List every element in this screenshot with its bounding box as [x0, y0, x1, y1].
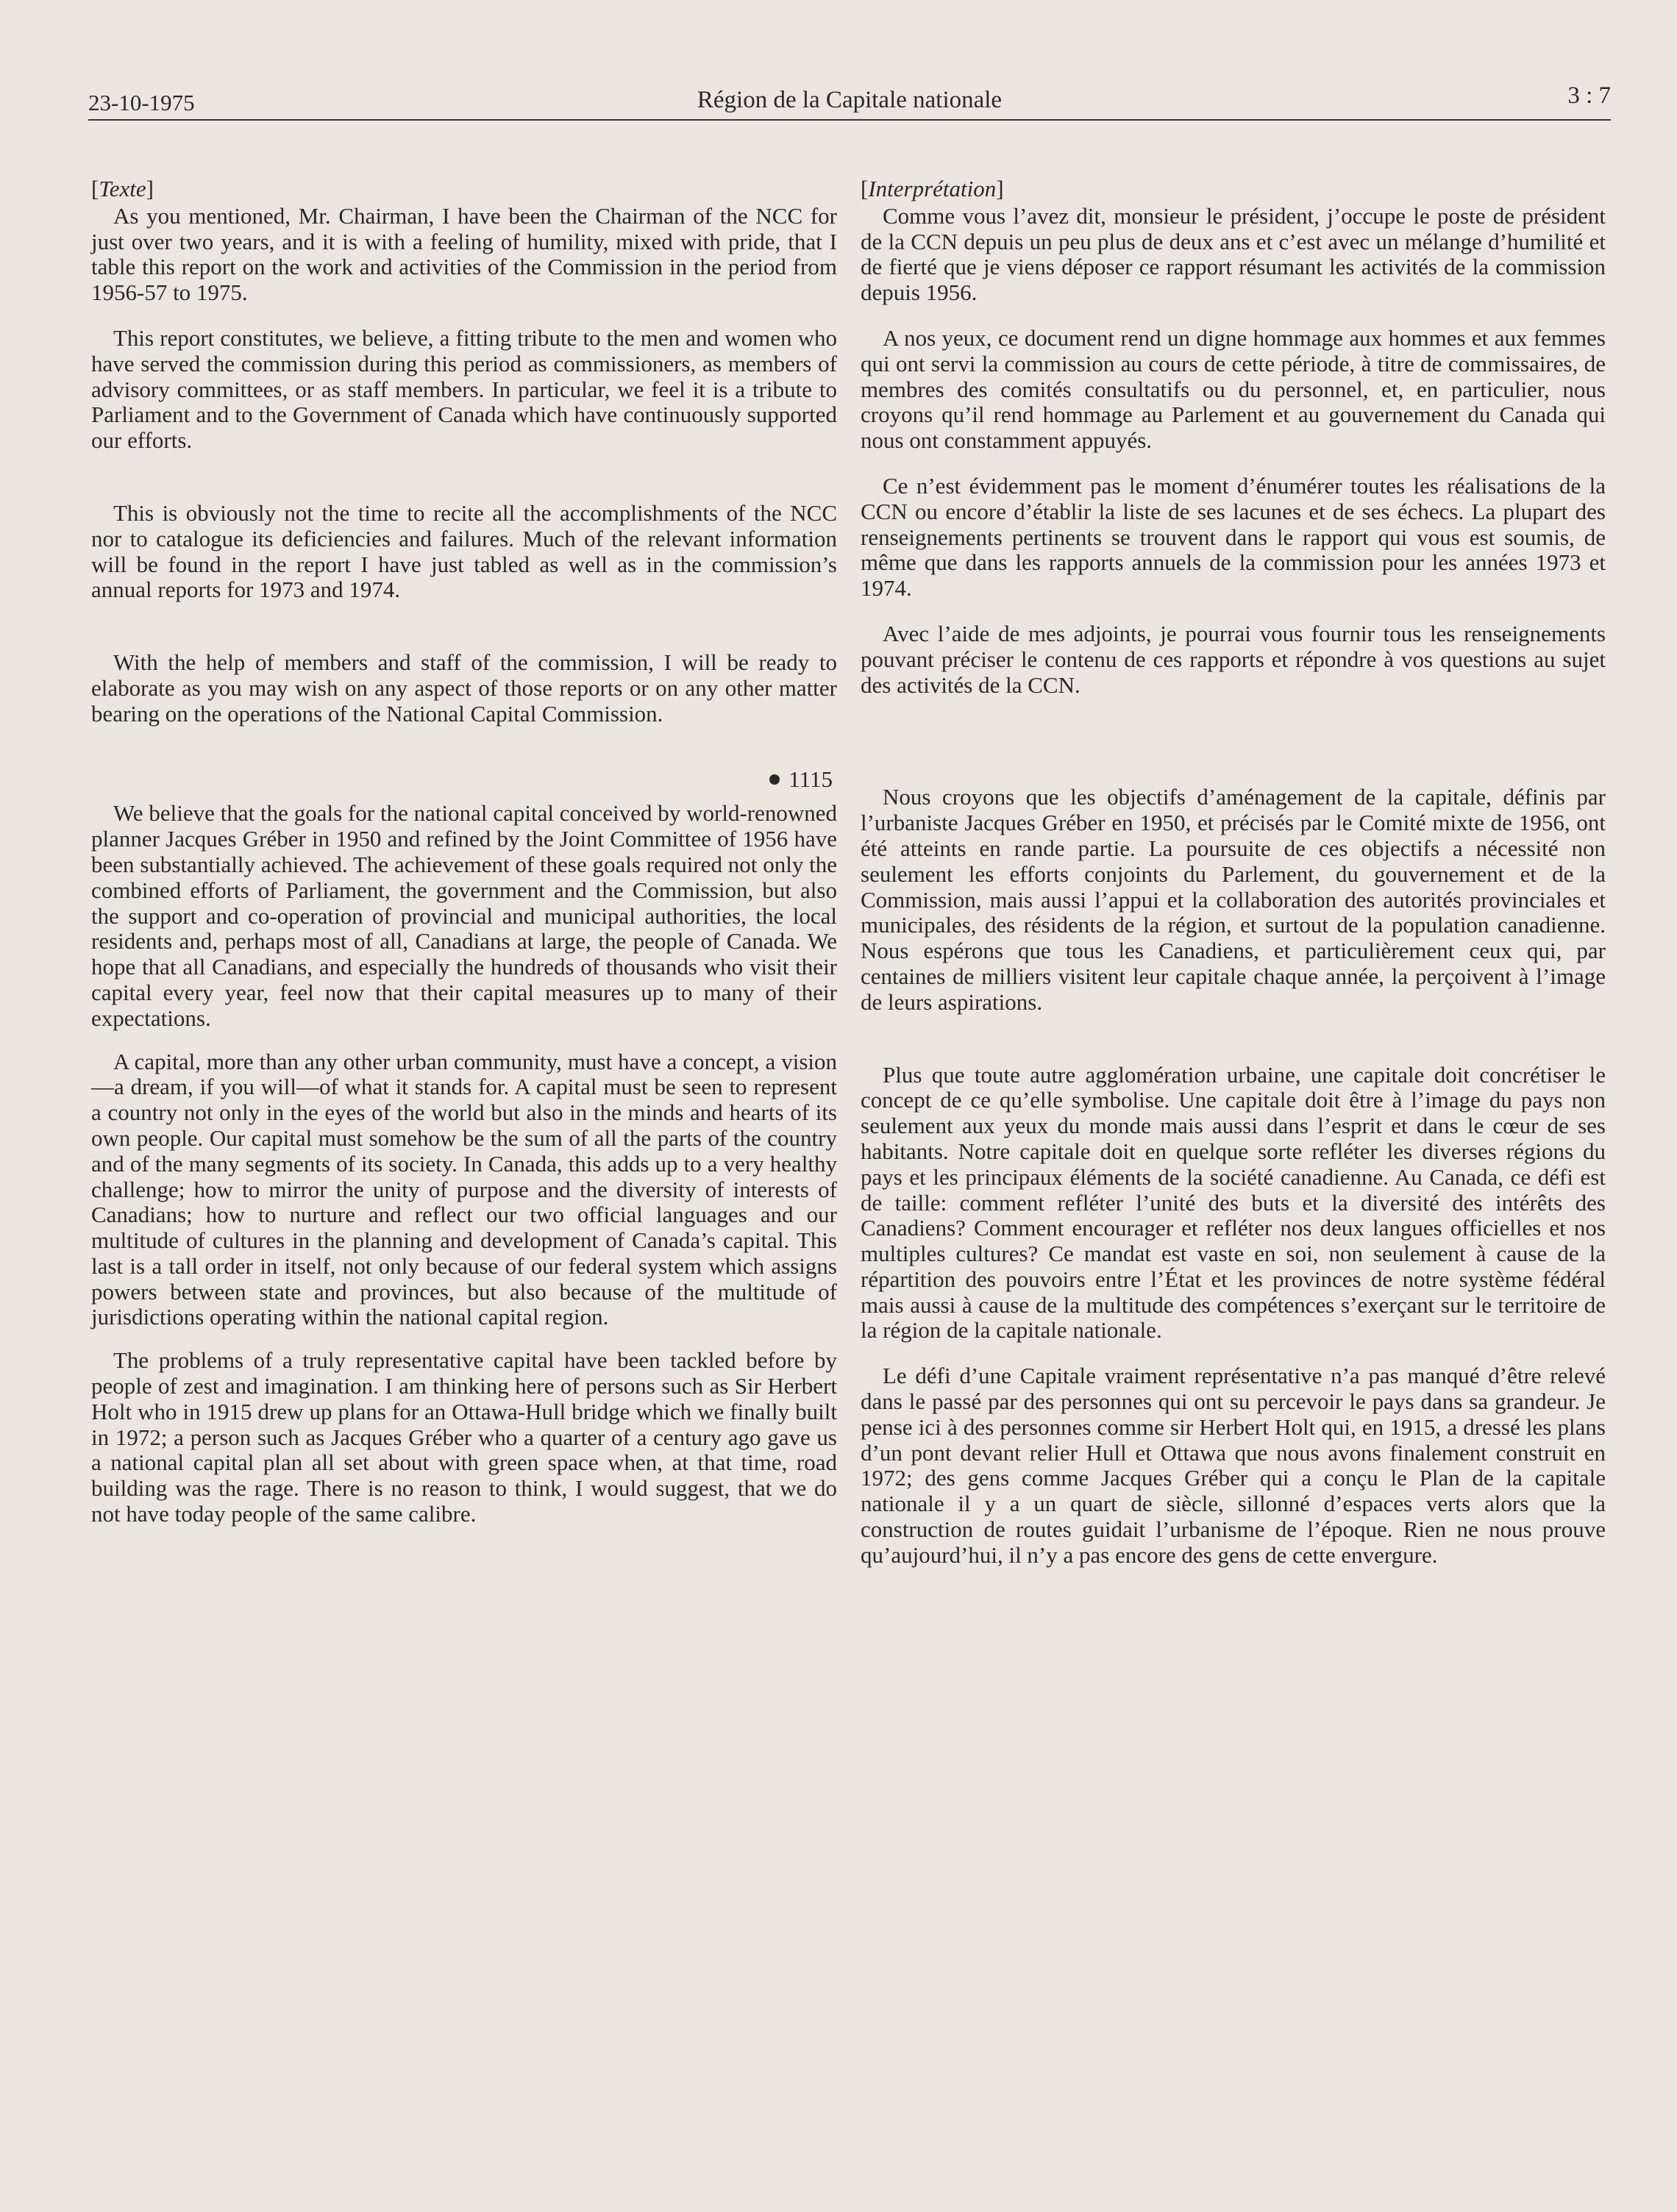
english-column: [91, 176, 837, 1527]
header-title: Région de la Capitale nationale: [697, 87, 1003, 113]
section-label-interpretation: [Interprétation]: [861, 176, 1004, 201]
header-date: 23-10-1975: [88, 90, 195, 115]
header-rule: [88, 119, 1611, 121]
bullet-dot: [769, 774, 780, 785]
paragraph-fr-3: Ce n’est évidemment pas le moment d’énumérer toutes les réalisations de la CCN ou encore d’établir la liste de ses lacunes et de ses échecs. La plupart des renseignements pertinents se trouvent dans le rapport qui vous est soumis, de même que dans les rapports annuels de la commission pour les années 1973 et 1974.: [861, 472, 1606, 602]
paragraph-fr-1: Comme vous l’avez dit, monsieur le président, j’occupe le poste de président de la CCN depuis un peu plus de deux ans et c’est avec un mélange d’humilité et de fierté que je viens déposer ce rapport résumant les activités de la commission depuis 1956.: [861, 202, 1606, 306]
paragraph-fr-7: Le défi d’une Capitale vraiment représentative n’a pas manqué d’être relevé dans le passé par des personnes qui ont su percevoir le pays dans sa grandeur. Je pense ici à des personnes comme sir Herbert Holt qui, en 1915, a dressé les plans d’un pont devant relier Hull et Ottawa que nous avons finalement construit en 1972; des gens comme Jacques Gréber qui a conçu le Plan de la capitale nationale il y a un quart de siècle, sillonné d’espaces verts alors que la construction de routes guidait l’urbanisme de l’époque. Rien ne nous prouve qu’aujourd’hui, il n’y a pas encore des gens de cette envergure.: [861, 1363, 1606, 1568]
page-number: 3 : 7: [1567, 82, 1611, 109]
section-label-texte: [Texte]: [91, 176, 154, 201]
paragraph-en-4: With the help of members and staff of the commission, I will be ready to elaborate as you may wish on any aspect of those reports or on any other matter bearing on the operations of the National Capital Commission.: [91, 649, 837, 727]
paragraph-fr-4: Avec l’aide de mes adjoints, je pourrai vous fournir tous les renseignements pouvant préciser le contenu de ces rapports et répondre à vos questions au sujet des activités de la CCN.: [861, 620, 1606, 698]
french-column: [861, 176, 1606, 1569]
paragraph-fr-2: A nos yeux, ce document rend un digne hommage aux hommes et aux femmes qui ont servi la commission au cours de cette période, à titre de commissaires, de membres des comités consultatifs ou du personnel, et, en particulier, nous croyons qu’il rend hommage au Parlement et au gouvernement du Canada qui nous ont constamment appuyés.: [861, 324, 1606, 454]
paragraph-en-3: This is obviously not the time to recite all the accomplishments of the NCC nor to catalogue its deficiencies and failures. Much of the relevant information will be found in the report I have just tabled as well as in the commission’s annual reports for 1973 and 1974.: [91, 499, 837, 603]
page-header: [88, 79, 1611, 124]
paragraph-en-6: A capital, more than any other urban community, must have a concept, a vision—a dream, if you will—of what it stands for. A capital must be seen to represent a country not only in the eyes of the world but also in the minds and hearts of its own people. Our capital must somehow be the sum of all the parts of the country and of the many segments of its society. In Canada, this adds up to a very healthy challenge; how to mirror the unity of purpose and the diversity of interests of Canadians; how to nurture and reflect our two official languages and our multitude of cultures in the planning and development of Canada’s capital. This last is a tall order in itself, not only because of our federal system which assigns powers between state and provinces, but also because of the multitude of jurisdictions operating within the national capital region.: [91, 1048, 837, 1330]
paragraph-en-5: We believe that the goals for the national capital conceived by world-renowned planner Jacques Gréber in 1950 and refined by the Joint Committee of 1956 have been substantially achieved. The achievement of these goals required not only the combined efforts of Parliament, the government and the Commission, but also the support and co-operation of provincial and municipal authorities, the local residents and, perhaps most of all, Canadians at large, the people of Canada. We hope that all Canadians, and especially the hundreds of thousands who visit their capital every year, feel now that their capital measures up to many of their expectations.: [91, 800, 837, 1031]
time-marker: 1115: [91, 767, 837, 793]
paragraph-en-7: The problems of a truly representative capital have been tackled before by people of zest and imagination. I am thinking here of persons such as Sir Herbert Holt who in 1915 drew up plans for an Ottawa-Hull bridge which we finally built in 1972; a person such as Jacques Gréber who a quarter of a century ago gave us a national capital plan all set about with green space when, at that time, road building was the rage. There is no reason to think, I would suggest, that we do not have today people of the same calibre.: [91, 1347, 837, 1527]
paragraph-fr-6: Plus que toute autre agglomération urbaine, une capitale doit concrétiser le concept de ce qu’elle symbolise. Une capitale doit être à l’image du pays non seulement aux yeux du monde mais aussi dans l’esprit et dans le cœur de ses habitants. Notre capitale doit en quelque sorte refléter les diverses régions du pays et les principaux éléments de la société canadienne. Au Canada, ce défi est de taille: comment refléter l’unité des buts et la diversité des intérêts des Canadiens? Comment encourager et refléter nos deux langues officielles et nos multiples cultures? Ce mandat est vaste en soi, non seulement à cause de la répartition des pouvoirs entre l’État et les provinces de notre système fédéral mais aussi à cause de la multitude des compétences s’exerçant sur le territoire de la région de la capitale nationale.: [861, 1061, 1606, 1344]
paragraph-en-2: This report constitutes, we believe, a fitting tribute to the men and women who have served the commission during this period as commissioners, as members of advisory committees, or as staff members. In particular, we feel it is a tribute to Parliament and to the Government of Canada which have continuously supported our efforts.: [91, 324, 837, 454]
paragraph-en-1: As you mentioned, Mr. Chairman, I have been the Chairman of the NCC for just over two years, and it is with a feeling of humility, mixed with pride, that I table this report on the work and activities of the Commission in the period from 1956-57 to 1975.: [91, 202, 837, 306]
paragraph-fr-5: Nous croyons que les objectifs d’aménagement de la capitale, définis par l’urbaniste Jacques Gréber en 1950, et précisés par le Comité mixte de 1956, ont été atteints en rande partie. La poursuite de ces objectifs a nécessité non seulement les efforts conjoints du Parlement, du gouvernement et de la Commission, mais aussi l’appui et la collaboration des autorités provinciales et municipales, des résidents de la région, et surtout de la population canadienne. Nous espérons que tous les Canadiens, et particulièrement ceux qui, par centaines de milliers visitent leur capitale chaque année, la perçoivent à l’image de leurs aspirations.: [861, 784, 1606, 1015]
